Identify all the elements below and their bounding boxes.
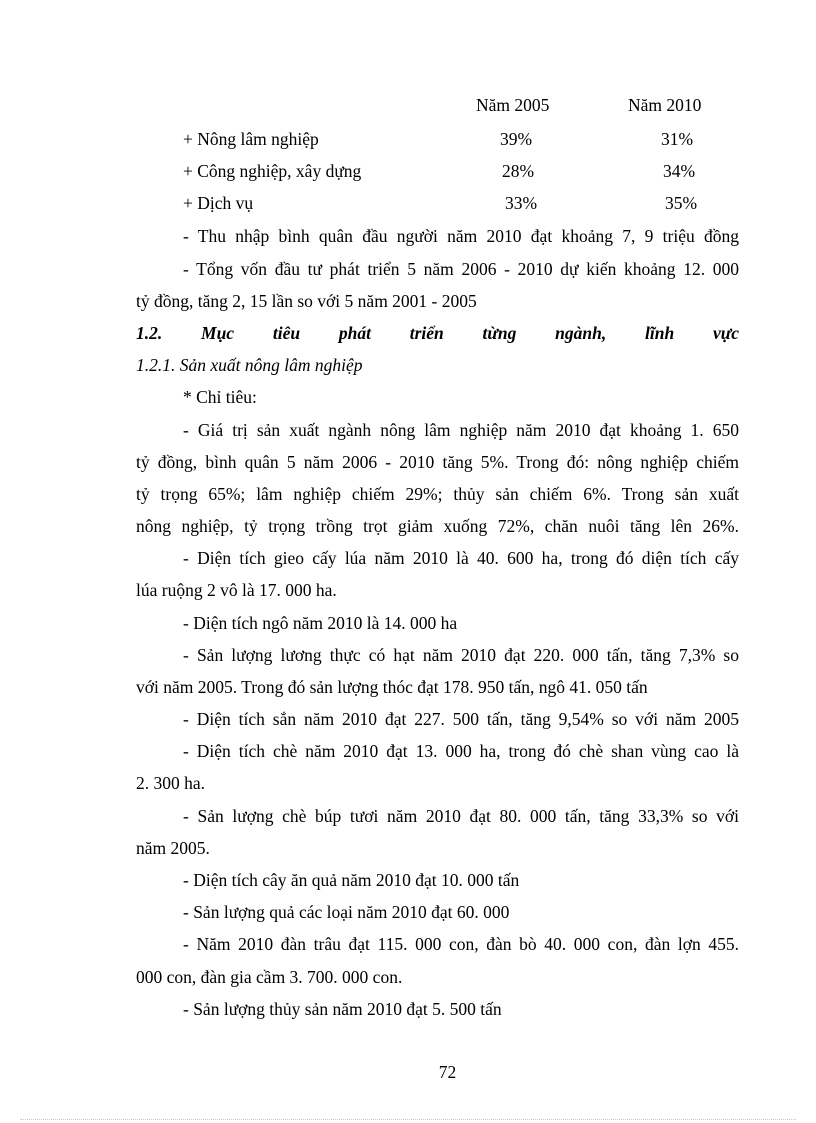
paragraph-capital-line-1: - Tổng vốn đầu tư phát triển 5 năm 2006 - 2010 dự kiến khoảng 12. 000 <box>183 259 739 279</box>
table-row-label: + Nông lâm nghiệp <box>183 129 319 149</box>
heading-word: vực <box>712 323 739 343</box>
table-row-value-2010: 31% <box>661 129 694 149</box>
paragraph-cassava: - Diện tích sắn năm 2010 đạt 227. 500 tấn, tăng 9,54% so với năm 2005 <box>183 709 739 729</box>
paragraph-capital-line-2: tỷ đồng, tăng 2, 15 lần so với 5 năm 2001 - 2005 <box>136 291 477 311</box>
paragraph-tea-output-line-1: - Sản lượng chè búp tươi năm 2010 đạt 80. 000 tấn, tăng 33,3% so với <box>183 806 739 826</box>
heading-word: triển <box>409 323 444 343</box>
paragraph-value-line-4: nông nghiệp, tỷ trọng trồng trọt giảm xuống 72%, chăn nuôi tăng lên 26%. <box>136 516 739 536</box>
paragraph-corn: - Diện tích ngô năm 2010 là 14. 000 ha <box>183 613 458 633</box>
page-number: 72 <box>438 1062 457 1082</box>
heading-word: phát <box>338 323 371 343</box>
paragraph-livestock-line-1: - Năm 2010 đàn trâu đạt 115. 000 con, đàn bò 40. 000 con, đàn lợn 455. <box>183 934 739 954</box>
paragraph-tea-output-line-2: năm 2005. <box>136 838 210 858</box>
section-heading-1-2 <box>136 322 739 344</box>
paragraph-income: - Thu nhập bình quân đầu người năm 2010 đạt khoảng 7, 9 triệu đồng <box>183 226 739 246</box>
paragraph-rice-line-2: lúa ruộng 2 vô là 17. 000 ha. <box>136 580 337 600</box>
page-footer-divider <box>20 1119 796 1120</box>
paragraph-rice-line-1: - Diện tích gieo cấy lúa năm 2010 là 40. 600 ha, trong đó diện tích cấy <box>183 548 739 568</box>
heading-word: ngành, <box>555 323 607 343</box>
table-row-value-2010: 35% <box>665 193 698 213</box>
paragraph-tea-area-line-2: 2. 300 ha. <box>136 773 206 793</box>
paragraph-fishery: - Sản lượng thủy sản năm 2010 đạt 5. 500 tấn <box>183 999 502 1019</box>
subsection-heading-1-2-1: 1.2.1. Sản xuất nông lâm nghiệp <box>136 355 363 375</box>
paragraph-value-line-3: tỷ trọng 65%; lâm nghiệp chiếm 29%; thủy sản chiếm 6%. Trong sản xuất <box>136 484 739 504</box>
paragraph-food-line-2: với năm 2005. Trong đó sản lượng thóc đạt 178. 950 tấn, ngô 41. 050 tấn <box>136 677 648 697</box>
paragraph-fruit-area: - Diện tích cây ăn quả năm 2010 đạt 10. 000 tấn <box>183 870 520 890</box>
heading-word: lĩnh <box>644 323 675 343</box>
table-row-label: + Công nghiệp, xây dựng <box>183 161 362 181</box>
table-row-value-2005: 28% <box>502 161 535 181</box>
paragraph-value-line-1: - Giá trị sản xuất ngành nông lâm nghiệp năm 2010 đạt khoảng 1. 650 <box>183 420 739 440</box>
paragraph-value-line-2: tỷ đồng, bình quân 5 năm 2006 - 2010 tăng 5%. Trong đó: nông nghiệp chiếm <box>136 452 739 472</box>
table-row-value-2005: 39% <box>500 129 533 149</box>
heading-word: tiêu <box>272 323 301 343</box>
table-row-value-2010: 34% <box>663 161 696 181</box>
table-header-2010: Năm 2010 <box>628 95 702 115</box>
paragraph-livestock-line-2: 000 con, đàn gia cầm 3. 700. 000 con. <box>136 967 403 987</box>
section-number: 1.2. <box>136 323 163 343</box>
paragraph-food-line-1: - Sản lượng lương thực có hạt năm 2010 đạt 220. 000 tấn, tăng 7,3% so <box>183 645 739 665</box>
indicator-label: * Chỉ tiêu: <box>183 387 257 407</box>
paragraph-tea-area-line-1: - Diện tích chè năm 2010 đạt 13. 000 ha, trong đó chè shan vùng cao là <box>183 741 739 761</box>
paragraph-fruit-output: - Sản lượng quả các loại năm 2010 đạt 60. 000 <box>183 902 510 922</box>
table-row-value-2005: 33% <box>505 193 538 213</box>
heading-word: Mục <box>201 323 235 343</box>
table-header-2005: Năm 2005 <box>476 95 550 115</box>
table-row-label: + Dịch vụ <box>183 193 254 213</box>
heading-word: từng <box>482 323 517 343</box>
